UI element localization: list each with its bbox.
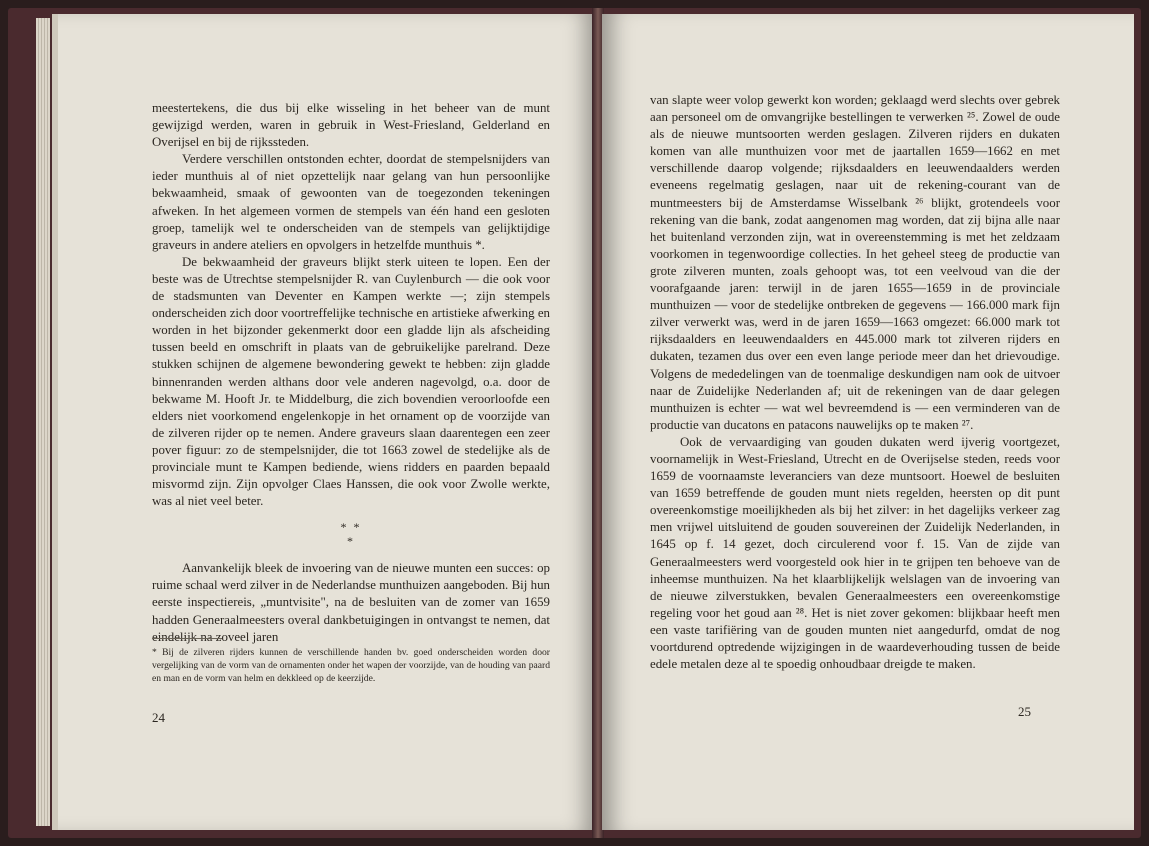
paragraph: Ook de vervaardiging van gouden dukaten werd ijverig voortgezet, voornamelijk in West-Friesland, Utrecht en de Overijselse steden, reeds voor 1659 de voornaamste leveranciers van deze muntsoort. Hoewel de besluiten van 1659 betreffende de gouden munt niets regelden, heersten op dit punt overeenkomstige moeilijkheden als bij het zilver: in het dagelijks verkeer zag men vrijwel uitsluitend de gouden souvereinen der Zuidelijk Nederlanden, in 1645 op f. 14 gezet, doch circulerend voor f. 15. Van de zijde van Generaalmeesters werd voorgesteld ook hier in te grijpen ten behoeve van de inheemse munthuizen. Na het klaarblijkelijk welslagen van de invoering van de nieuwe zilverstukken, bevalen Generaalmeesters een overeenkomstige regeling voor het goud aan ²⁸. Het is niet zover gekomen: blijkbaar heeft men een vaste tarifiëring van de gouden munten niet aangedurfd, omdat de nog voortdurend optredende wijzigingen in de waardeverhouding tussen de beide edele metalen deze al te spoedig onhoudbaar dreigde te maken.	[650, 434, 1060, 672]
paragraph: van slapte weer volop gewerkt kon worden; geklaagd werd slechts over gebrek aan personeel om de omvangrijke bestellingen te verwerken ²⁵. Zowel de oude als de nieuwe muntsoorten werden geslagen. Zilveren rijders en dukaten komen van alle munthuizen voor met de jaartallen 1659—1662 en met verschillende daarop volgende; rijksdaalders en leeuwendaalders werden eveneens regelmatig geslagen, naar uit de rekening-courant van de muntmeesters bij de Amsterdamse Wisselbank ²⁶ blijkt, grotendeels voor rekening van die bank, zodat aangenomen mag worden, dat zij bijna alle naar het buitenland verzonden zijn, wat in overeenstemming is met het zeldzaam voorkomen in tegenwoordige collecties. In het geheel steeg de productie van grote zilveren munten, zoals gehoopt was, tot een veelvoud van die der voorafgaande jaren: terwijl in de jaren 1655—1659 in de provinciale munthuizen — voor de stedelijke ontbreken de gegevens — 166.000 mark fijn zilver verwerkt was, werd in de jaren 1659—1663 omgezet: 66.000 mark tot rijksdaalders en leeuwendaalders en 445.000 mark tot zilveren rijders en dukaten, tezamen dus over een even lange periode meer dan het drievoudige. Volgens de mededelingen van de toenmalige deskundigen nam ook de uitvoer naar de Zuidelijke Nederlanden af; uit de rekeningen van de daar gelegen munthuizen is echter — wat wel bevreemdend is — een verminderen van de productie van ducatons en patacons nauwelijks op te maken ²⁷.	[650, 93, 1060, 432]
page-number: 24	[152, 710, 165, 725]
page-number: 25	[1018, 704, 1031, 719]
right-page	[602, 14, 1134, 830]
paragraph: Verdere verschillen ontstonden echter, doordat de stempelsnijders van ieder munthuis al of niet opzettelijk naar gelang van hun persoonlijke bekwaamheid, smaak of gewoonten van de toegezonden tekeningen afweken. In het algemeen vormen de stempels van één hand een gesloten groep, tamelijk wel te onderscheiden van de stempels van gelijktijdige graveurs in andere ateliers en opvolgers in hetzelfde munthuis *.	[152, 152, 550, 252]
book	[8, 8, 1141, 838]
footnote-rule	[152, 638, 222, 639]
paragraph: De bekwaamheid der graveurs blijkt sterk uiteen te lopen. Een der beste was de Utrechtse stempelsnijder R. van Cuylenburch — die ook voor de stadsmunten van Deventer en Kampen werkte —; zijn stempels onderscheiden zich door voortreffelijke technische en artistieke afwerking en worden in het bijzonder gekenmerkt door een gladde lijn als afscheiding tussen beeld en omschrift in plaats van de gebruikelijke parelrand. Deze stukken schijnen de algemene bewondering gewekt te hebben: zijn gladde binnenranden werden althans door vele anderen nagevolgd, o.a. door de bekwame M. Hooft Jr. te Middelburg, die zich bovendien veroorloofde een elders niet voorkomend engelenkopje in het ornament op de voorzijde van de zilveren rijder op te nemen. Andere graveurs slaan daarentegen een zeer pover figuur: zo de stempelsnijder, die tot 1663 zowel de stedelijke als de provinciale munt te Kampen bediende, wiens ridders en paarden bepaald misvormd zijn. Zijn opvolger Claes Hanssen, die ook voor Zwolle werkte, was al niet veel beter.	[152, 254, 550, 509]
footnote: * Bij de zilveren rijders kunnen de verschillende handen bv. goed onderscheiden worden door vergelijking van de vorm van de ornamenten onder het wapen der voorzijde, van de houding van paard en man en de vorm van helm en dekkleed op de keerzijde.	[152, 647, 550, 685]
page-edges	[36, 18, 50, 826]
left-page	[52, 14, 594, 830]
paragraph: meestertekens, die dus bij elke wisseling in het beheer van de munt gewijzigd werden, waren in gebruik in West-Friesland, Gelderland en Overijsel en bij de rijkssteden.	[152, 101, 550, 150]
right-page-text	[650, 92, 1060, 673]
paragraph: Aanvankelijk bleek de invoering van de nieuwe munten een succes: op ruime schaal werd zilver in de Nederlandse munthuizen aangeboden. Bij hun eerste inspectiereis, „muntvisite", na de besluiten van de zomer van 1659 hadden Generaalmeesters overal dankbetuigingen in ontvangst te nemen, dat eindelijk na zoveel jaren	[152, 561, 550, 644]
section-break: * * *	[340, 520, 362, 549]
left-page-text	[152, 100, 550, 646]
